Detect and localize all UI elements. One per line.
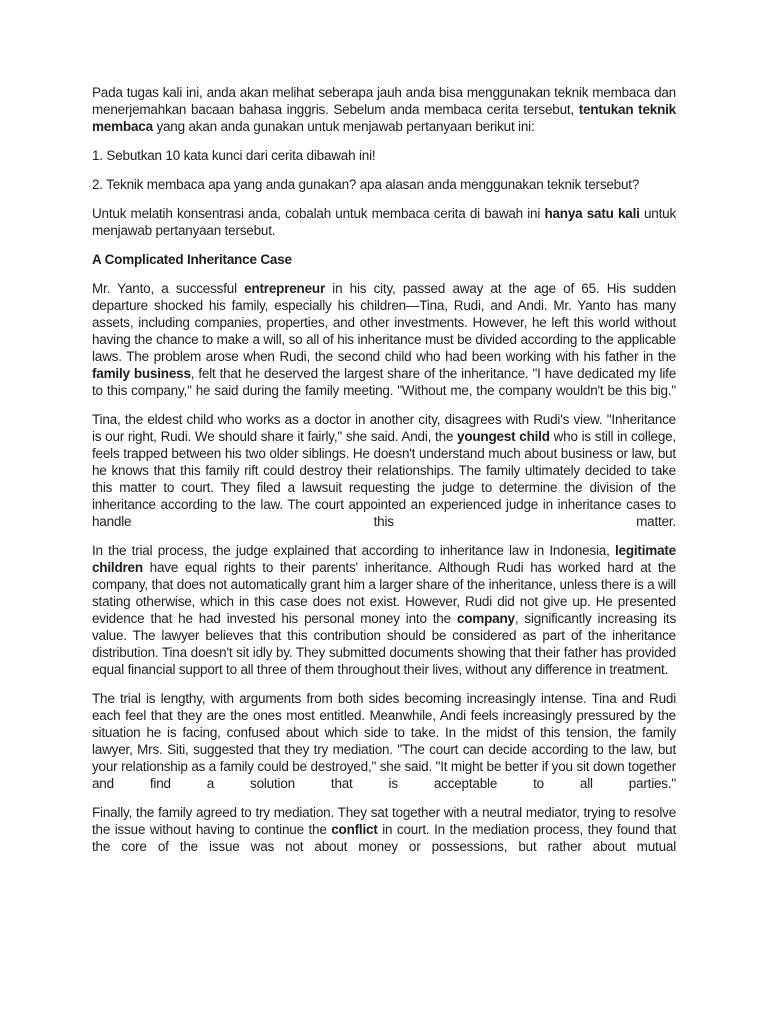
bold-text-run: youngest child — [457, 429, 550, 444]
text-run: , significantly increasing its value. The lawyer believes that this contribution should be considered as part of the inheritance distribution. Tina doesn't sit idly by. They submitted documents showing that their father has provided equal financial support to all three of them throughout their lives, without any difference in treatment. — [92, 611, 676, 677]
paragraph-story-3 — [92, 542, 676, 678]
text-run: The trial is lengthy, with arguments from both sides becoming increasingly intense. Tina and Rudi each feel that they are the ones most entitled. Meanwhile, Andi feels increasingly pressured by the situation he is facing, confused about which side to take. In the midst of this tension, the family lawyer, Mrs. Siti, suggested that they try mediation. "The court can decide according to the law, but your relationship as a family could be destroyed," she said. "It might be better if you sit down together and find a solution that is acceptable to all parties." — [92, 691, 676, 791]
bold-text-run: company — [456, 611, 515, 626]
text-run: have equal rights to their parents' inheritance. Although Rudi has worked hard at the company, that does not automatically grant him a larger share of the inheritance, unless there is a will stating otherwise, which in this case does not exist. However, Rudi did not give up. He presented evidence that he had invested his personal money into the — [92, 560, 676, 626]
text-run: Mr. Yanto, a successful — [92, 281, 245, 296]
text-run: In the trial process, the judge explained that according to inheritance law in Indonesia, — [92, 543, 615, 558]
bold-text-run: entrepreneur — [244, 281, 326, 296]
bold-text-run: tentukan teknik membaca — [92, 102, 676, 134]
paragraph-story-4 — [92, 690, 676, 792]
text-run: Finally, the family agreed to try mediation. They sat together with a neutral mediator, trying to resolve the issue without having to continue the — [92, 805, 676, 837]
text-run: who is still in college, feels trapped between his two older siblings. He doesn't understand much about business or law, but he knows that this family rift could destroy their relationships. The family ultimately decided to take this matter to court. They filed a lawsuit requesting the judge to determine the division of the inheritance according to the law. The court appointed an experienced judge in inheritance cases to handle this matter. — [92, 429, 676, 529]
bold-text-run: conflict — [331, 822, 378, 837]
paragraph-question-1 — [92, 147, 676, 164]
text-run: Untuk melatih konsentrasi anda, cobalah untuk membaca cerita di bawah ini — [92, 206, 545, 221]
paragraph-story-5 — [92, 804, 676, 855]
paragraph-story-2 — [92, 411, 676, 530]
bold-text-run: hanya satu kali — [544, 206, 640, 221]
paragraph-instruction — [92, 205, 676, 239]
paragraph-question-2 — [92, 176, 676, 193]
text-run: , felt that he deserved the largest share of the inheritance. "I have dedicated my life to this company," he said during the family meeting. "Without me, the company wouldn't be this big." — [92, 366, 676, 398]
paragraph-story-1 — [92, 280, 676, 399]
bold-text-run: A Complicated Inheritance Case — [92, 252, 292, 267]
bold-text-run: legitimate children — [92, 543, 676, 575]
text-run: 1. Sebutkan 10 kata kunci dari cerita dibawah ini! — [92, 148, 376, 163]
text-run: in court. In the mediation process, they found that the core of the issue was not about money or possessions, but rather about mutual — [92, 822, 677, 854]
story-title — [92, 251, 676, 268]
text-run: Tina, the eldest child who works as a doctor in another city, disagrees with Rudi's view. "Inheritance is our right, Rudi. We should share it fairly," she said. Andi, the — [92, 412, 676, 444]
text-run: in his city, passed away at the age of 65. His sudden departure shocked his family, especially his children—Tina, Rudi, and Andi. Mr. Yanto has many assets, including companies, properties, and other investments. However, he left this world without having the chance to make a will, so all of his inheritance must be divided according to the applicable laws. The problem arose when Rudi, the second child who had been working with his father in the — [92, 281, 676, 364]
text-run: Pada tugas kali ini, anda akan melihat seberapa jauh anda bisa menggunakan teknik membaca dan menerjemahkan bacaan bahasa inggris. Sebelum anda membaca cerita tersebut, — [92, 85, 676, 117]
bold-text-run: family business — [92, 366, 191, 381]
text-run: 2. Teknik membaca apa yang anda gunakan? apa alasan anda menggunakan teknik tersebut? — [92, 177, 640, 192]
text-run: yang akan anda gunakan untuk menjawab pertanyaan berikut ini: — [152, 119, 535, 134]
text-run: untuk menjawab pertanyaan tersebut. — [92, 206, 676, 238]
paragraph-task-intro — [92, 84, 676, 135]
